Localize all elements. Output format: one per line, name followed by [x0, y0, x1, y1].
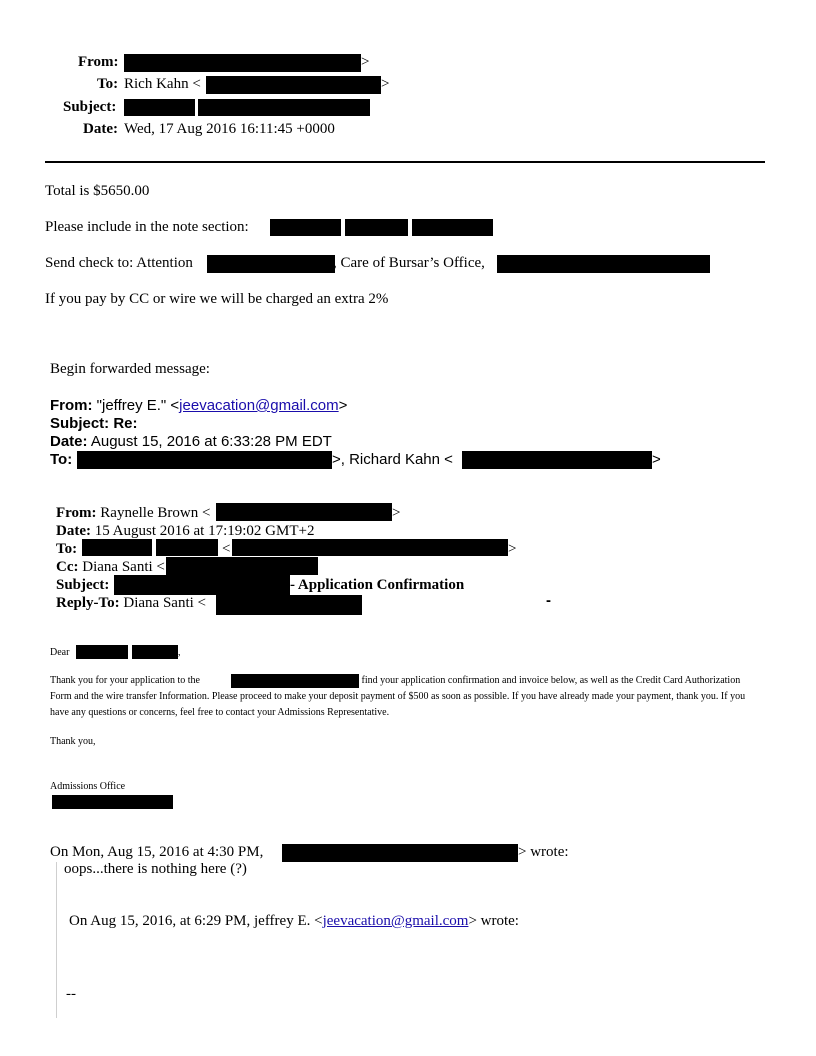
subject-label: Subject: — [63, 99, 117, 115]
fwd-to-mid: >, Richard Kahn < — [332, 451, 453, 468]
send-check-line: Send check to: Attention — [45, 255, 193, 271]
dear-comma: , — [178, 647, 181, 658]
begin-forwarded: Begin forwarded message: — [50, 361, 210, 377]
redaction-block — [114, 575, 290, 595]
redaction-block — [345, 219, 408, 236]
letter-paragraph — [50, 673, 764, 721]
inner-subject-value: - Application Confirmation — [290, 577, 465, 593]
from-suffix: > — [361, 54, 370, 70]
fwd-from-label: From: — [50, 397, 93, 414]
date-value: Wed, 17 Aug 2016 16:11:45 +0000 — [124, 121, 335, 137]
inner-to-mid: < — [222, 541, 231, 557]
redaction-block — [207, 255, 335, 273]
redaction-block — [206, 76, 381, 94]
to-value: Rich Kahn < — [124, 76, 201, 92]
redaction-block — [282, 844, 518, 862]
admissions-office: Admissions Office — [50, 781, 126, 792]
redaction-block — [82, 539, 152, 556]
cc-wire-line: If you pay by CC or wire we will be charged an extra 2% — [45, 291, 389, 307]
fwd-to-label: To: — [50, 451, 73, 468]
on-mon-suffix: > wrote: — [518, 844, 569, 860]
fwd-from-name: "jeffrey E." < — [96, 397, 180, 414]
inner-from-label: From: — [56, 505, 97, 521]
fwd-from-suffix: > — [338, 397, 348, 414]
fwd-to-suffix: > — [652, 451, 661, 468]
redaction-block — [232, 539, 508, 556]
on-mon-prefix: On Mon, Aug 15, 2016 at 4:30 PM, — [50, 844, 264, 860]
header-divider — [45, 161, 765, 163]
dear-label: Dear — [50, 647, 70, 658]
redaction-block — [462, 451, 652, 469]
redaction-block — [497, 255, 710, 273]
to-suffix: > — [381, 76, 390, 92]
redaction-block — [166, 557, 318, 575]
inner-date-value: 15 August 2016 at 17:19:02 GMT+2 — [94, 523, 315, 539]
oops-line: oops...there is nothing here (?) — [64, 861, 247, 877]
inner-replyto-label: Reply-To: — [56, 595, 120, 611]
on-aug-suffix: > wrote: — [468, 913, 519, 929]
redaction-block — [216, 503, 392, 521]
redaction-block — [270, 219, 341, 236]
inner-subject-label: Subject: — [56, 577, 110, 593]
total-line: Total is $5650.00 — [45, 183, 150, 199]
dash-mark: - — [546, 592, 551, 609]
bursar-text: , Care of Bursar’s Office, — [333, 255, 485, 271]
inner-date-label: Date: — [56, 523, 91, 539]
redaction-block — [77, 451, 332, 469]
redaction-block — [124, 99, 195, 116]
redaction-block — [76, 645, 128, 659]
redaction-block — [198, 99, 370, 116]
inner-from-suffix: > — [392, 505, 401, 521]
fwd-date-value: August 15, 2016 at 6:33:28 PM EDT — [90, 433, 332, 450]
from-label: From: — [78, 54, 119, 70]
redaction-block — [412, 219, 493, 236]
inner-replyto-value: Diana Santi < — [123, 595, 206, 611]
inner-cc-label: Cc: — [56, 559, 79, 575]
on-aug-prefix: On Aug 15, 2016, at 6:29 PM, jeffrey E. < — [69, 913, 323, 929]
fwd-date-label: Date: — [50, 433, 88, 450]
letter-p1-start: Thank you for your application to the — [50, 675, 200, 686]
to-label: To: — [97, 76, 119, 92]
inner-to-label: To: — [56, 541, 78, 557]
note-line: Please include in the note section: — [45, 219, 249, 235]
inner-from-value: Raynelle Brown < — [100, 505, 211, 521]
redaction-block — [156, 539, 218, 556]
redaction-block — [216, 595, 362, 615]
fwd-subject: Subject: Re: — [50, 415, 138, 432]
letter-p1-rest: Please find your application confirmation and invoice below, as well as the Credit Card Authorization Form and the wire transfer Information. Please proceed to make your deposit payment of $500 as soon as possible. If you have already made your payment, thank you. If you have any questions or concerns, feel free to contact your Admissions Representative. — [50, 675, 746, 718]
signature-dashes: -- — [66, 986, 76, 1002]
on-aug-email-link[interactable]: jeevacation@gmail.com — [322, 913, 469, 929]
redaction-block — [124, 54, 361, 72]
date-label: Date: — [83, 121, 118, 137]
redaction-block — [132, 645, 178, 659]
fwd-from-email-link[interactable]: jeevacation@gmail.com — [179, 397, 339, 414]
inner-cc-value: Diana Santi < — [82, 559, 165, 575]
inner-to-suffix: > — [508, 541, 517, 557]
redaction-block — [52, 795, 173, 809]
quote-bar — [56, 862, 57, 1018]
thanks-line: Thank you, — [50, 736, 96, 747]
